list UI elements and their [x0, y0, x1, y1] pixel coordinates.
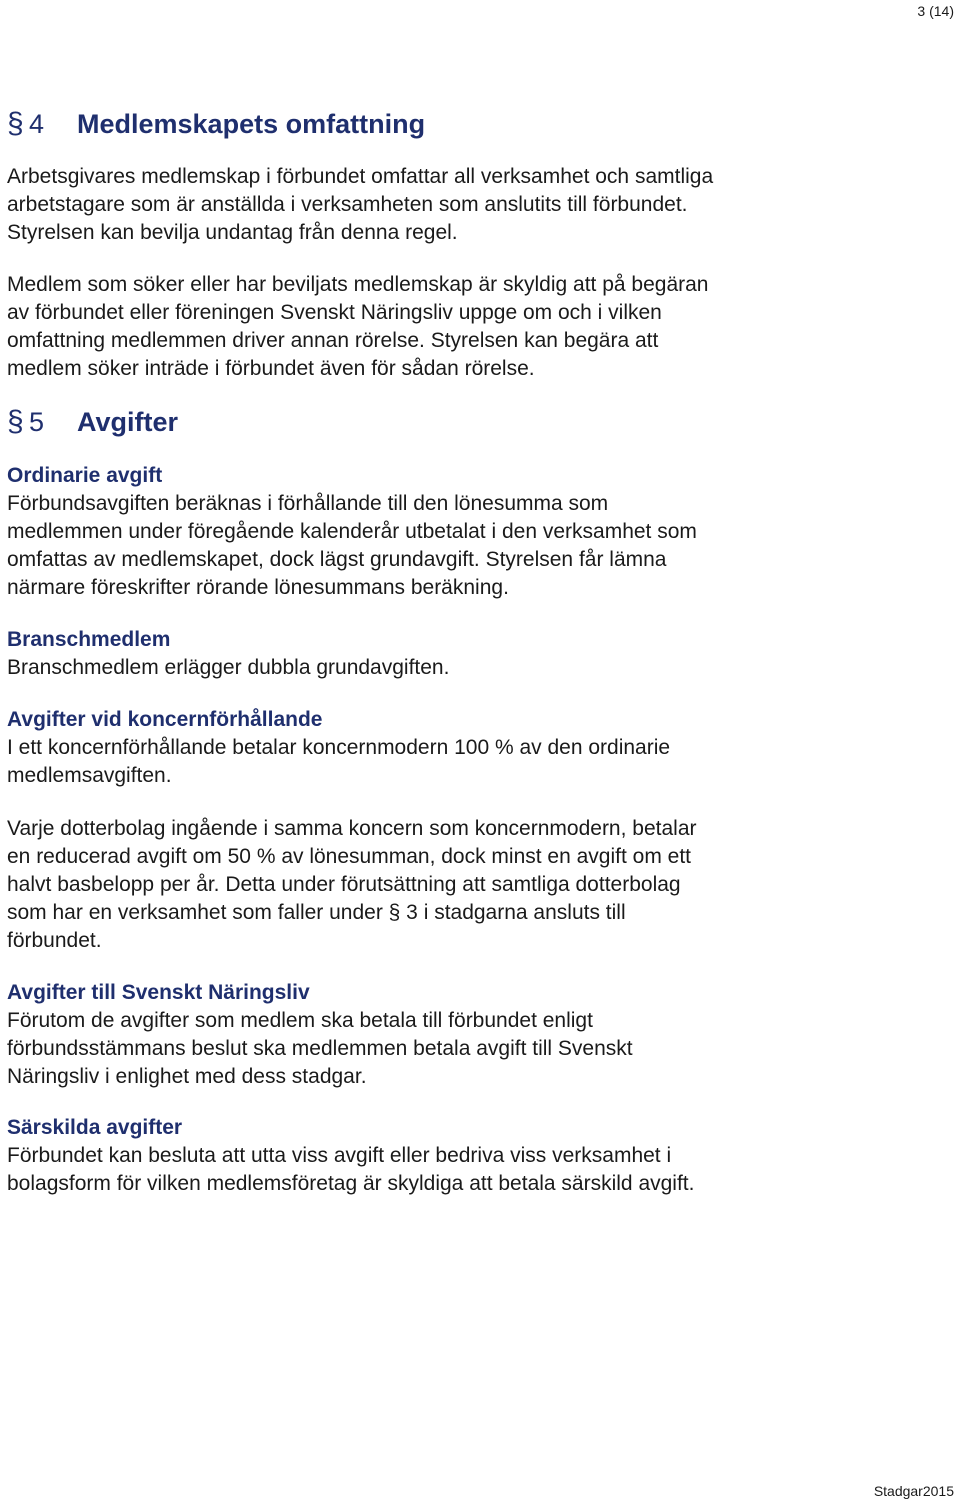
- koncern-section: [7, 706, 947, 790]
- sarskilda-avgifter-section: [7, 1114, 947, 1198]
- text-line: Varje dotterbolag ingående i samma koncern som koncernmodern, betalar: [7, 817, 697, 840]
- section-4-paragraph-2: [7, 271, 947, 383]
- section-4-number: 4: [29, 109, 45, 139]
- paragraph-sign-icon: §: [7, 107, 24, 140]
- text-line: medlemsavgiften.: [7, 764, 172, 787]
- section-4-title: Medlemskapets omfattning: [77, 109, 426, 139]
- paragraph-sign-icon: §: [7, 405, 24, 438]
- section-5-title: Avgifter: [77, 407, 179, 437]
- text-line: bolagsform för vilken medlemsföretag är skyldiga att betala särskild avgift.: [7, 1172, 695, 1195]
- text-line: Branschmedlem erlägger dubbla grundavgiften.: [7, 656, 450, 679]
- branschmedlem-section: [7, 626, 947, 682]
- svenskt-naringsliv-section: [7, 979, 947, 1091]
- footer-label: Stadgar2015: [873, 1483, 954, 1499]
- text-line: medlem söker inträde i förbundet även för sådan rörelse.: [7, 357, 535, 380]
- text-line: som har en verksamhet som faller under § 3 i stadgarna ansluts till: [7, 901, 626, 924]
- text-line: medlemmen under föregående kalenderår utbetalat i den verksamhet som: [7, 520, 697, 543]
- text-line: Förbundsavgiften beräknas i förhållande till den lönesumma som: [7, 492, 609, 515]
- text-line: Näringsliv i enlighet med dess stadgar.: [7, 1065, 367, 1088]
- sarskilda-avgifter-heading: Särskilda avgifter: [7, 1116, 183, 1139]
- text-line: förbundsstämmans beslut ska medlemmen betala avgift till Svenskt: [7, 1037, 633, 1060]
- section-5-heading: [7, 406, 178, 438]
- text-line: en reducerad avgift om 50 % av lönesumman, dock minst en avgift om ett: [7, 845, 692, 868]
- text-line: arbetstagare som är anställda i verksamheten som anslutits till förbundet.: [7, 193, 688, 216]
- text-line: av förbundet eller föreningen Svenskt Näringsliv uppge om och i vilken: [7, 301, 662, 324]
- text-line: I ett koncernförhållande betalar koncernmodern 100 % av den ordinarie: [7, 736, 671, 759]
- text-line: närmare föreskrifter rörande lönesummans beräkning.: [7, 576, 509, 599]
- page-number: 3 (14): [917, 3, 954, 19]
- text-line: Förbundet kan besluta att utta viss avgift eller bedriva viss verksamhet i: [7, 1144, 672, 1167]
- koncern-paragraph-2: [7, 815, 947, 955]
- ordinarie-avgift-section: [7, 462, 947, 602]
- text-line: omfattas av medlemskapet, dock lägst grundavgift. Styrelsen får lämna: [7, 548, 667, 571]
- text-line: omfattning medlemmen driver annan rörelse. Styrelsen kan begära att: [7, 329, 659, 352]
- text-line: Styrelsen kan bevilja undantag från denna regel.: [7, 221, 458, 244]
- ordinarie-avgift-heading: Ordinarie avgift: [7, 464, 163, 487]
- text-line: förbundet.: [7, 929, 102, 952]
- text-line: halvt basbelopp per år. Detta under förutsättning att samtliga dotterbolag: [7, 873, 681, 896]
- text-line: Förutom de avgifter som medlem ska betala till förbundet enligt: [7, 1009, 593, 1032]
- section-4-paragraph-1: [7, 163, 947, 247]
- koncern-heading: Avgifter vid koncernförhållande: [7, 708, 323, 731]
- svenskt-naringsliv-heading: Avgifter till Svenskt Näringsliv: [7, 981, 310, 1004]
- branschmedlem-heading: Branschmedlem: [7, 628, 171, 651]
- text-line: Arbetsgivares medlemskap i förbundet omfattar all verksamhet och samtliga: [7, 165, 714, 188]
- section-4-heading: [7, 108, 425, 140]
- section-5-number: 5: [29, 407, 45, 437]
- text-line: Medlem som söker eller har beviljats medlemskap är skyldig att på begäran: [7, 273, 709, 296]
